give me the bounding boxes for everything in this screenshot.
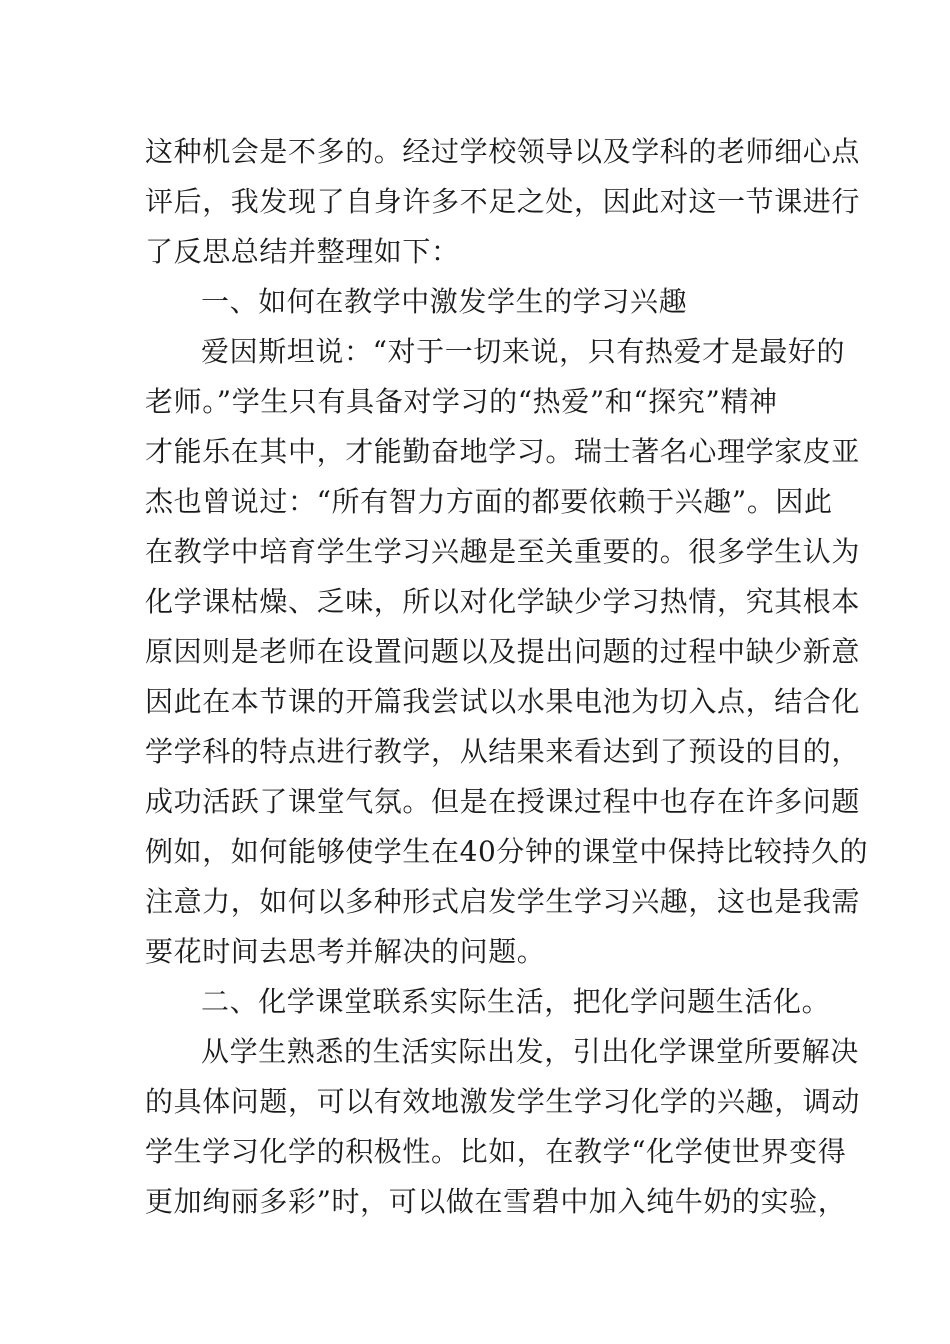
text-line: 这种机会是不多的。经过学校领导以及学科的老师细心点 — [145, 135, 861, 168]
text-line: 成功活跃了课堂气氛。但是在授课过程中也存在许多问题 — [145, 785, 861, 818]
section-heading: 二、化学课堂联系实际生活，把化学问题生活化。 — [201, 985, 831, 1018]
text-line: 注意力，如何以多种形式启发学生学习兴趣，这也是我需 — [145, 885, 861, 918]
text-line: 学学科的特点进行教学，从结果来看达到了预设的目的， — [145, 735, 861, 768]
text-line: 要花时间去思考并解决的问题。 — [145, 935, 546, 968]
text-line: 更加绚丽多彩”时，可以做在雪碧中加入纯牛奶的实验， — [145, 1185, 847, 1218]
text-line: 老师。”学生只有具备对学习的“热爱”和“探究”精神 — [145, 385, 778, 418]
text-line: 因此在本节课的开篇我尝试以水果电池为切入点，结合化 — [145, 685, 861, 718]
section-heading: 一、如何在教学中激发学生的学习兴趣 — [201, 285, 688, 318]
text-line: 在教学中培育学生学习兴趣是至关重要的。很多学生认为 — [145, 535, 861, 568]
text-line: 化学课枯燥、乏味，所以对化学缺少学习热情，究其根本 — [145, 585, 861, 618]
text-line: 学生学习化学的积极性。比如，在教学“化学使世界变得 — [145, 1135, 847, 1168]
text-line: 例如，如何能够使学生在40分钟的课堂中保持比较持久的 — [145, 835, 869, 868]
text-line: 才能乐在其中，才能勤奋地学习。瑞士著名心理学家皮亚 — [145, 435, 861, 468]
text-line: 原因则是老师在设置问题以及提出问题的过程中缺少新意 — [145, 635, 861, 668]
text-line: 从学生熟悉的生活实际出发，引出化学课堂所要解决 — [201, 1035, 859, 1068]
text-line: 的具体问题，可以有效地激发学生学习化学的兴趣，调动 — [145, 1085, 861, 1118]
text-line: 杰也曾说过：“所有智力方面的都要依赖于兴趣”。因此 — [145, 485, 833, 518]
text-line: 爱因斯坦说：“对于一切来说，只有热爱才是最好的 — [201, 335, 846, 368]
text-line: 评后，我发现了自身许多不足之处，因此对这一节课进行 — [145, 185, 861, 218]
text-line: 了反思总结并整理如下： — [145, 235, 460, 268]
